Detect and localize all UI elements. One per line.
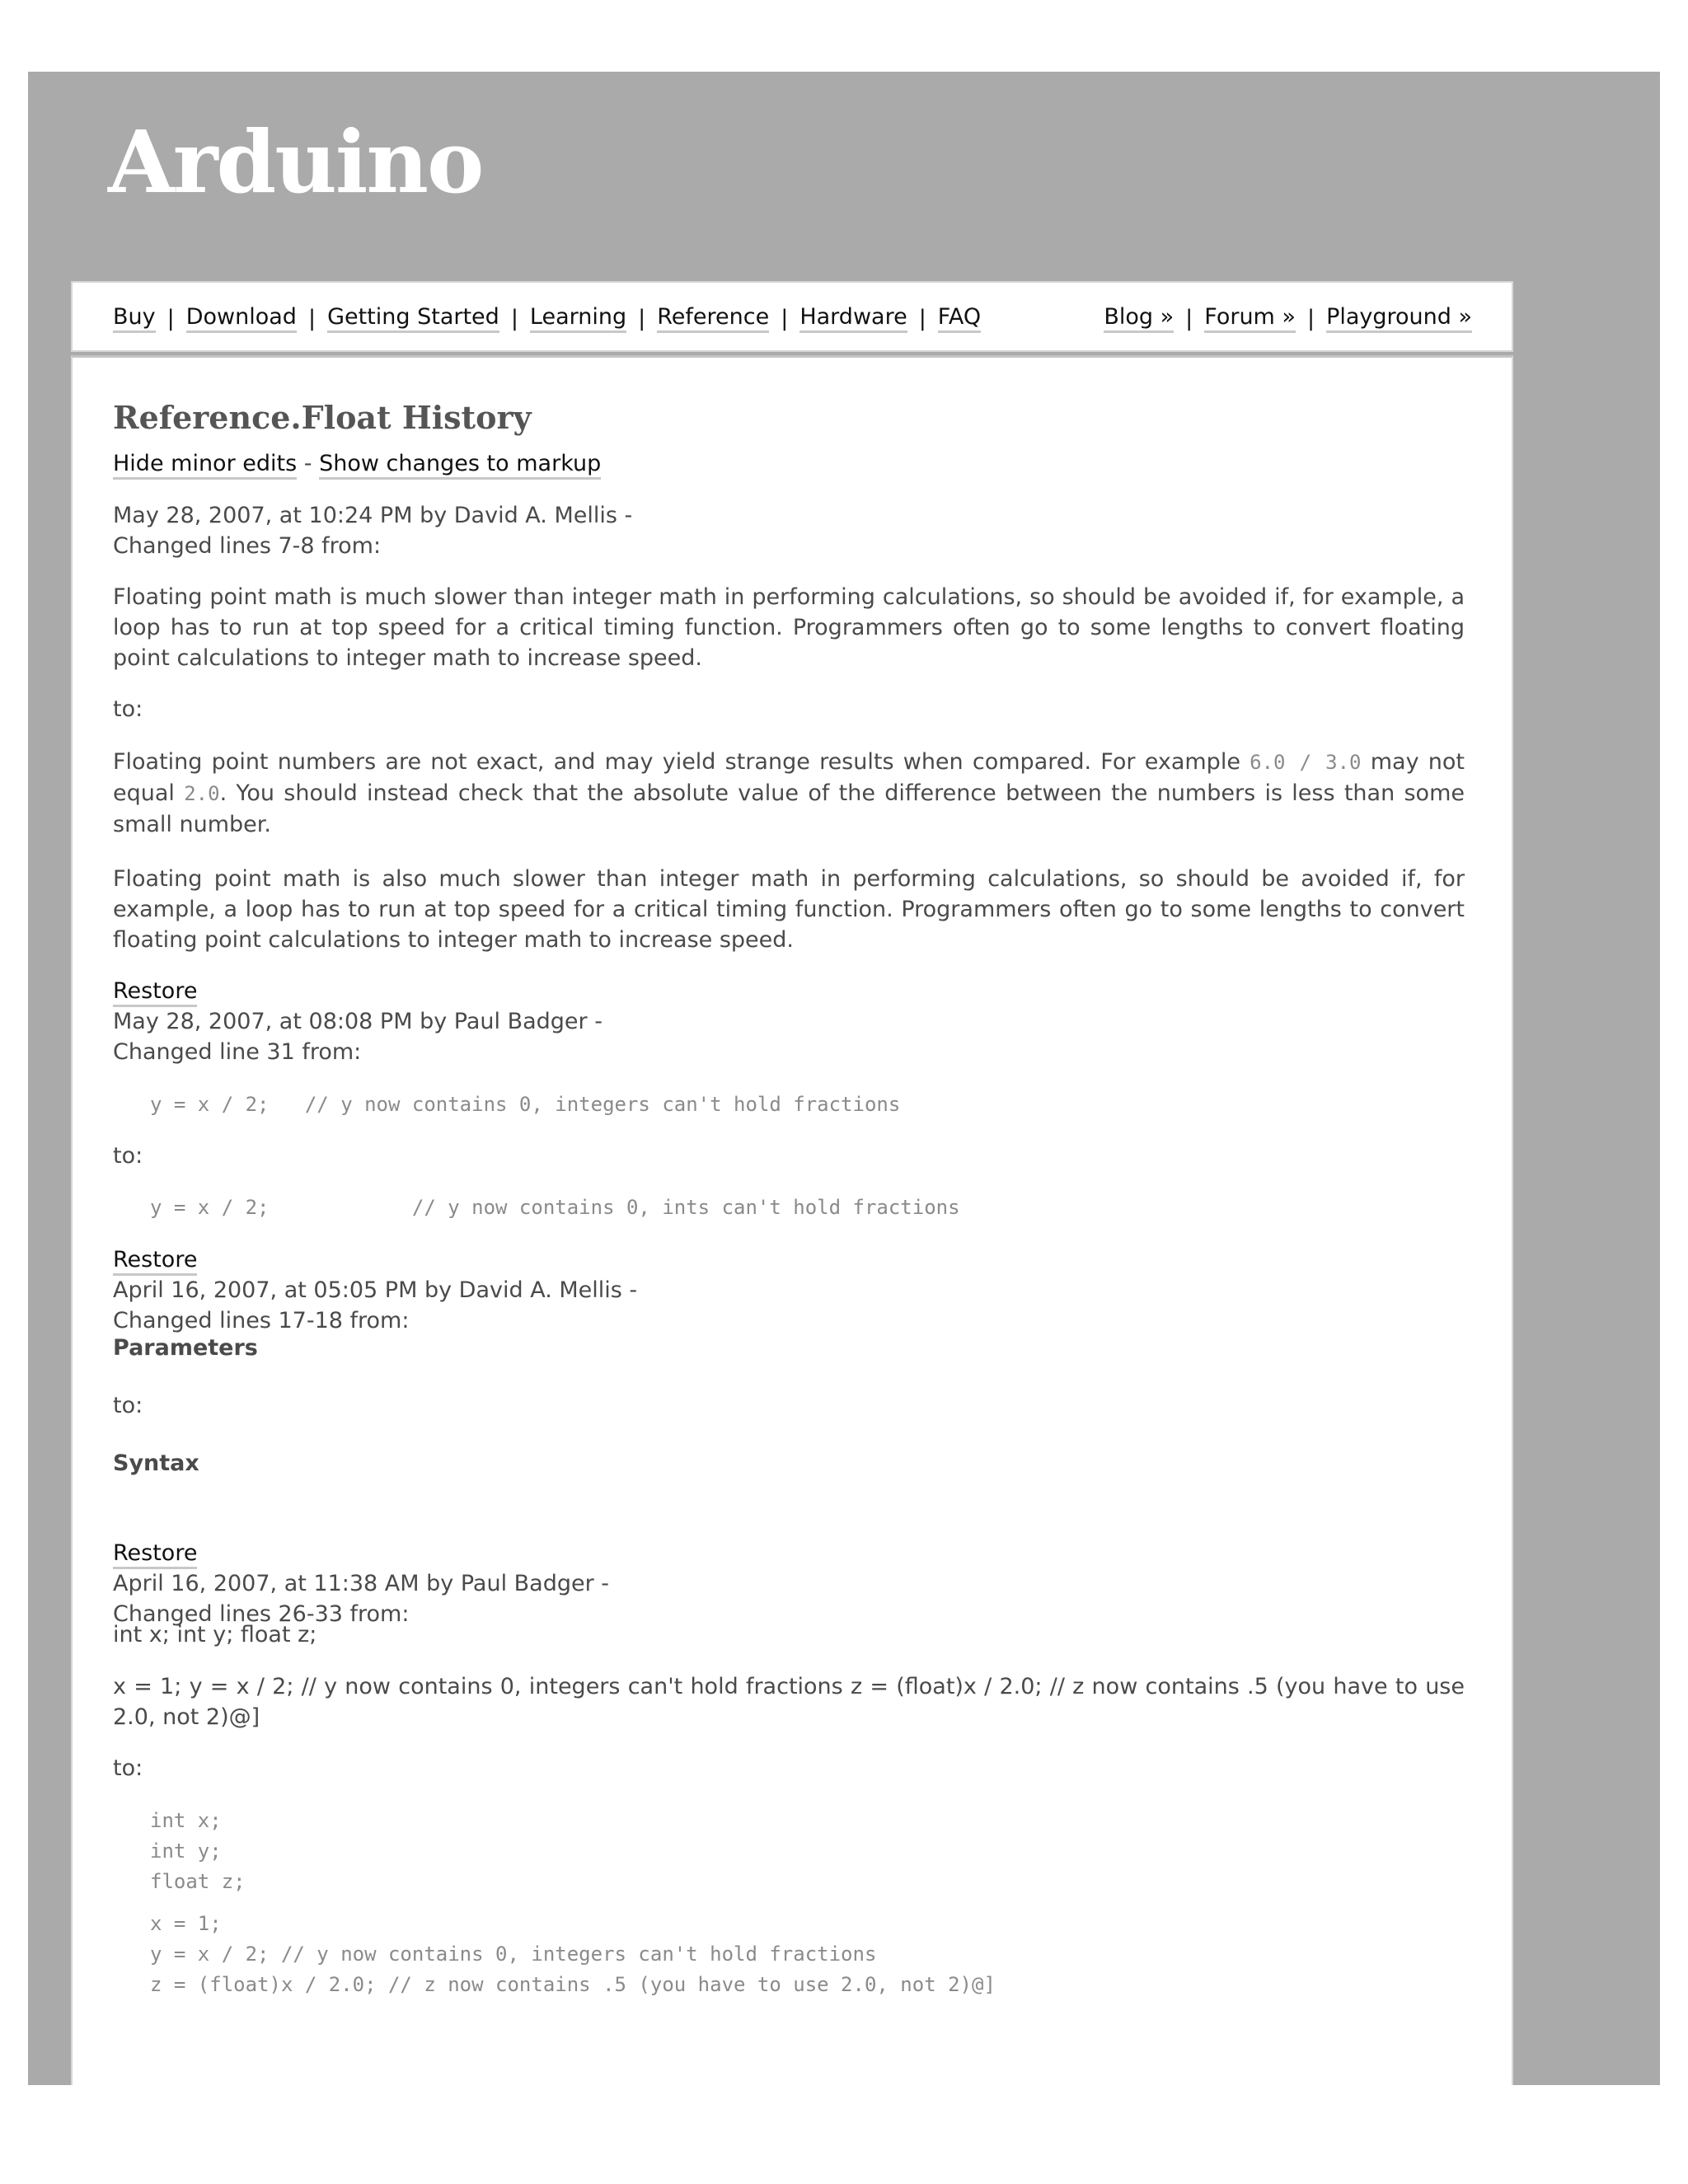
- hide-minor-edits-link[interactable]: Hide minor edits: [113, 451, 297, 480]
- nav-separator: |: [307, 305, 316, 331]
- nav-link-learning[interactable]: Learning: [530, 304, 626, 333]
- history-entry-meta: [113, 1244, 637, 1336]
- nav-link-download[interactable]: Download: [186, 304, 297, 333]
- code-line: float z;: [150, 1870, 246, 1893]
- history-options: [113, 448, 601, 479]
- entry-changed-lines: Changed lines 17-18 from:: [113, 1308, 410, 1333]
- nav-separator: |: [918, 305, 926, 331]
- nav-separator: |: [166, 305, 175, 331]
- nav-separator: |: [638, 305, 646, 331]
- code-line: int y;: [150, 1840, 222, 1863]
- diff-to-code-block: [150, 1909, 996, 2000]
- diff-from-code: y = x / 2; // y now contains 0, integers can't hold fractions: [150, 1093, 901, 1116]
- code-line: z = (float)x / 2.0; // z now contains .5 (you have to use 2.0, not 2)@]: [150, 1973, 996, 1996]
- nav-link-hardware[interactable]: Hardware: [799, 304, 907, 333]
- diff-to-paragraph: Floating point math is also much slower than integer math in performing calculations, so should be avoided if, for example, a loop has to run at top speed for a critical timing function. Programmers often go to some lengths to convert floating point calculations to integer math to increase speed.: [113, 866, 1465, 953]
- nav-link-getting-started[interactable]: Getting Started: [327, 304, 499, 333]
- nav-separator: |: [1185, 305, 1193, 331]
- diff-to-label: to:: [113, 1143, 143, 1169]
- diff-from-heading: Parameters: [113, 1335, 258, 1361]
- nav-bar: [71, 281, 1513, 352]
- entry-changed-lines: Changed lines 26-33 from:: [113, 1601, 410, 1627]
- diff-from-paragraph: Floating point math is much slower than integer math in performing calculations, so should be avoided if, for example, a loop has to run at top speed for a critical timing function. Programmers often go to some lengths to convert floating point calculations to integer math to increase speed.: [113, 584, 1465, 671]
- entry-changed-lines: Changed line 31 from:: [113, 1039, 362, 1065]
- history-entry-meta: [113, 1538, 609, 1629]
- code-line: y = x / 2; // y now contains 0, integers can't hold fractions: [150, 1943, 877, 1966]
- diff-to-label: to:: [113, 1755, 143, 1781]
- nav-external: [1104, 283, 1472, 354]
- restore-link[interactable]: Restore: [113, 1540, 197, 1569]
- code-line: int x;: [150, 1809, 222, 1832]
- diff-to-code-block: [150, 1806, 246, 1897]
- nav-link-faq[interactable]: FAQ: [938, 304, 981, 333]
- nav-separator: |: [1306, 305, 1315, 331]
- entry-timestamp: April 16, 2007, at 11:38 AM by Paul Badger -: [113, 1571, 610, 1596]
- inline-code: 2.0: [184, 782, 220, 805]
- content-area: [71, 355, 1513, 2085]
- history-entry-meta: [113, 500, 632, 561]
- entry-changed-lines: Changed lines 7-8 from:: [113, 533, 382, 559]
- text-segment: may not equal: [113, 749, 1465, 806]
- entry-timestamp: April 16, 2007, at 05:05 PM by David A. Mellis -: [113, 1277, 638, 1303]
- restore-link[interactable]: Restore: [113, 978, 197, 1007]
- inline-code: 6.0 / 3.0: [1250, 751, 1362, 774]
- history-entry-meta: [113, 976, 603, 1067]
- diff-from-paragraph: x = 1; y = x / 2; // y now contains 0, integers can't hold fractions z = (float)x / 2.0; // z now contains .5 (you have to use 2.0, not 2)@]: [113, 1674, 1465, 1730]
- page-frame: [28, 72, 1660, 2085]
- diff-to-label: to:: [113, 696, 143, 722]
- site-logo[interactable]: Arduino: [108, 111, 483, 213]
- nav-separator: |: [510, 305, 518, 331]
- diff-to-label: to:: [113, 1393, 143, 1418]
- restore-link[interactable]: Restore: [113, 1247, 197, 1276]
- text-segment: Floating point numbers are not exact, and may yield strange results when compared. For example: [113, 749, 1250, 775]
- nav-main: [113, 283, 981, 354]
- nav-link-reference[interactable]: Reference: [657, 304, 769, 333]
- options-dash: -: [303, 451, 312, 476]
- diff-from-paragraph: int x; int y; float z;: [113, 1622, 317, 1647]
- diff-to-code: y = x / 2; // y now contains 0, ints can't hold fractions: [150, 1196, 960, 1219]
- code-line: x = 1;: [150, 1912, 222, 1935]
- show-changes-markup-link[interactable]: Show changes to markup: [319, 451, 601, 480]
- nav-link-playground[interactable]: Playground »: [1326, 304, 1472, 333]
- diff-to-heading: Syntax: [113, 1451, 199, 1476]
- nav-link-buy[interactable]: Buy: [113, 304, 156, 333]
- entry-timestamp: May 28, 2007, at 08:08 PM by Paul Badger -: [113, 1009, 603, 1034]
- text-segment: . You should instead check that the absolute value of the difference between the numbers is less than some small number.: [113, 780, 1465, 837]
- diff-to-paragraph: [113, 747, 1465, 840]
- nav-link-blog[interactable]: Blog »: [1104, 304, 1174, 333]
- page-title: Reference.Float History: [113, 399, 532, 436]
- nav-link-forum[interactable]: Forum »: [1204, 304, 1296, 333]
- nav-separator: |: [781, 305, 789, 331]
- entry-timestamp: May 28, 2007, at 10:24 PM by David A. Mellis -: [113, 503, 633, 528]
